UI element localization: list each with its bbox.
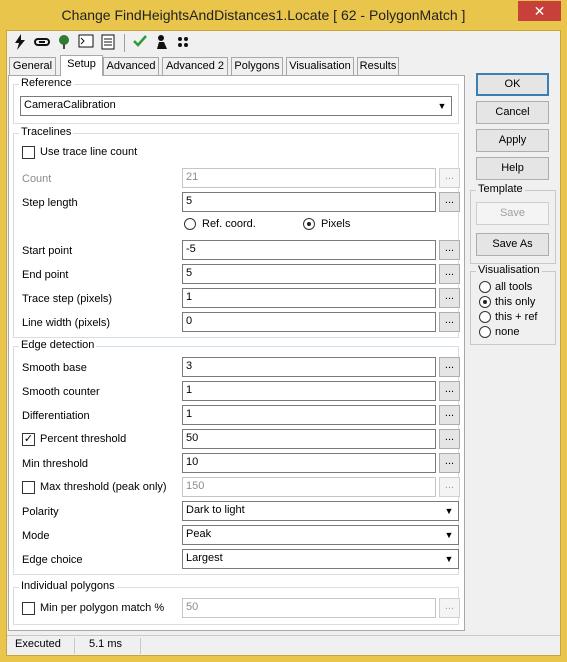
smooth-base-field[interactable]: 3	[182, 357, 436, 377]
help-button[interactable]: Help	[476, 157, 549, 180]
reference-group	[13, 77, 459, 124]
use-trace-line-count-label: Use trace line count	[40, 146, 138, 158]
smooth-base-browse-button[interactable]: ...	[439, 357, 460, 377]
percent-threshold-label: Percent threshold	[40, 433, 127, 445]
reference-group-label: Reference	[21, 77, 72, 89]
tab-polygons[interactable]: Polygons	[231, 57, 283, 75]
status-time: 5.1 ms	[75, 638, 141, 654]
console-icon[interactable]	[77, 34, 95, 52]
count-browse-button[interactable]: ...	[439, 168, 460, 188]
max-threshold-label: Max threshold (peak only)	[40, 481, 167, 493]
smooth-counter-browse-button[interactable]: ...	[439, 381, 460, 401]
chevron-down-icon: ▼	[434, 98, 450, 114]
smooth-base-label: Smooth base	[22, 362, 87, 374]
max-threshold-field[interactable]: 150	[182, 477, 436, 497]
apply-button[interactable]: Apply	[476, 129, 549, 152]
vis-this-ref-label: this + ref	[495, 311, 538, 323]
vis-none-radio[interactable]	[479, 326, 491, 338]
list-icon[interactable]	[99, 34, 117, 52]
template-group	[470, 183, 556, 264]
end-point-browse-button[interactable]: ...	[439, 264, 460, 284]
title-bar[interactable]	[0, 0, 567, 30]
dots-icon[interactable]	[175, 34, 193, 52]
individual-polygons-group-label: Individual polygons	[21, 580, 115, 592]
line-width-field[interactable]: 0	[182, 312, 436, 332]
polarity-label: Polarity	[22, 506, 59, 518]
edge-choice-select[interactable]	[182, 549, 459, 569]
differentiation-field[interactable]: 1	[182, 405, 436, 425]
count-field[interactable]: 21	[182, 168, 436, 188]
max-threshold-browse-button[interactable]: ...	[439, 477, 460, 497]
use-trace-line-count-checkbox[interactable]	[22, 146, 35, 159]
dialog-client	[6, 30, 561, 656]
start-point-browse-button[interactable]: ...	[439, 240, 460, 260]
edge-choice-select-value: Largest	[186, 552, 223, 564]
line-width-label: Line width (pixels)	[22, 317, 111, 329]
link-icon[interactable]	[33, 34, 51, 52]
reference-select[interactable]	[20, 96, 452, 116]
tree-icon[interactable]	[55, 34, 73, 52]
status-bar	[7, 635, 560, 655]
min-threshold-browse-button[interactable]: ...	[439, 453, 460, 473]
min-per-polygon-label: Min per polygon match %	[40, 602, 165, 614]
polarity-select[interactable]	[182, 501, 459, 521]
mode-select[interactable]	[182, 525, 459, 545]
smooth-counter-label: Smooth counter	[22, 386, 100, 398]
edge-detection-group-label: Edge detection	[21, 339, 95, 351]
vis-this-only-radio[interactable]	[479, 296, 491, 308]
edge-choice-label: Edge choice	[22, 554, 83, 566]
vis-all-tools-label: all tools	[495, 281, 533, 293]
reference-select-value: CameraCalibration	[24, 99, 116, 111]
step-length-browse-button[interactable]: ...	[439, 192, 460, 212]
min-per-polygon-checkbox[interactable]	[22, 602, 35, 615]
window-title: Change FindHeightsAndDistances1.Locate [ 62 - PolygonMatch ]	[61, 7, 466, 23]
percent-threshold-field[interactable]: 50	[182, 429, 436, 449]
setup-panel	[8, 75, 465, 631]
tab-advanced[interactable]: Advanced	[103, 57, 159, 75]
ref-coord-label: Ref. coord.	[202, 218, 256, 230]
cancel-button[interactable]: Cancel	[476, 101, 549, 124]
template-group-label: Template	[478, 183, 523, 195]
line-width-browse-button[interactable]: ...	[439, 312, 460, 332]
percent-threshold-checkbox[interactable]: ✓	[23, 433, 34, 445]
status-state: Executed	[7, 638, 75, 654]
start-point-field[interactable]: -5	[182, 240, 436, 260]
tab-strip	[7, 55, 467, 75]
step-length-label: Step length	[22, 197, 78, 209]
count-label: Count	[22, 173, 52, 185]
tab-results[interactable]: Results	[357, 57, 399, 75]
differentiation-label: Differentiation	[22, 410, 90, 422]
close-button[interactable]: ✕	[518, 1, 561, 21]
ok-button[interactable]: OK	[476, 73, 549, 96]
trace-step-field[interactable]: 1	[182, 288, 436, 308]
min-threshold-field[interactable]: 10	[182, 453, 436, 473]
min-per-polygon-browse-button[interactable]: ...	[439, 598, 460, 618]
step-length-field[interactable]: 5	[182, 192, 436, 212]
check-icon[interactable]	[131, 34, 149, 52]
trace-step-label: Trace step (pixels)	[22, 293, 113, 305]
toolbar-separator	[124, 34, 125, 52]
vis-this-ref-radio[interactable]	[479, 311, 491, 323]
bolt-icon[interactable]	[11, 34, 29, 52]
trace-step-browse-button[interactable]: ...	[439, 288, 460, 308]
visualisation-group	[470, 264, 556, 345]
template-save-button[interactable]: Save	[476, 202, 549, 225]
tab-setup[interactable]: Setup	[60, 55, 103, 76]
vis-this-only-label: this only	[495, 296, 536, 308]
edge-detection-group	[13, 339, 459, 575]
pixels-radio[interactable]	[303, 218, 315, 230]
chevron-down-icon: ▼	[441, 527, 457, 543]
template-save-as-button[interactable]: Save As	[476, 233, 549, 256]
chevron-down-icon: ▼	[441, 503, 457, 519]
vis-none-label: none	[495, 326, 520, 338]
percent-threshold-browse-button[interactable]: ...	[439, 429, 460, 449]
person-icon[interactable]	[153, 34, 171, 52]
mode-label: Mode	[22, 530, 50, 542]
end-point-label: End point	[22, 269, 69, 281]
tracelines-group-label: Tracelines	[21, 126, 72, 138]
chevron-down-icon: ▼	[441, 551, 457, 567]
toolbar	[7, 31, 560, 55]
individual-polygons-group	[13, 580, 459, 625]
polarity-select-value: Dark to light	[186, 504, 245, 516]
min-threshold-label: Min threshold	[22, 458, 89, 470]
ref-coord-radio[interactable]	[184, 218, 196, 230]
mode-select-value: Peak	[186, 528, 212, 540]
min-per-polygon-field[interactable]: 50	[182, 598, 436, 618]
tab-visualisation[interactable]: Visualisation	[286, 57, 354, 75]
tab-advanced-2[interactable]: Advanced 2	[162, 57, 228, 75]
tracelines-group	[13, 126, 459, 338]
start-point-label: Start point	[22, 245, 73, 257]
max-threshold-checkbox[interactable]	[22, 481, 35, 494]
vis-all-tools-radio[interactable]	[479, 281, 491, 293]
end-point-field[interactable]: 5	[182, 264, 436, 284]
visualisation-group-label: Visualisation	[478, 264, 540, 276]
pixels-label: Pixels	[321, 218, 351, 230]
tab-general[interactable]: General	[9, 57, 56, 75]
smooth-counter-field[interactable]: 1	[182, 381, 436, 401]
differentiation-browse-button[interactable]: ...	[439, 405, 460, 425]
